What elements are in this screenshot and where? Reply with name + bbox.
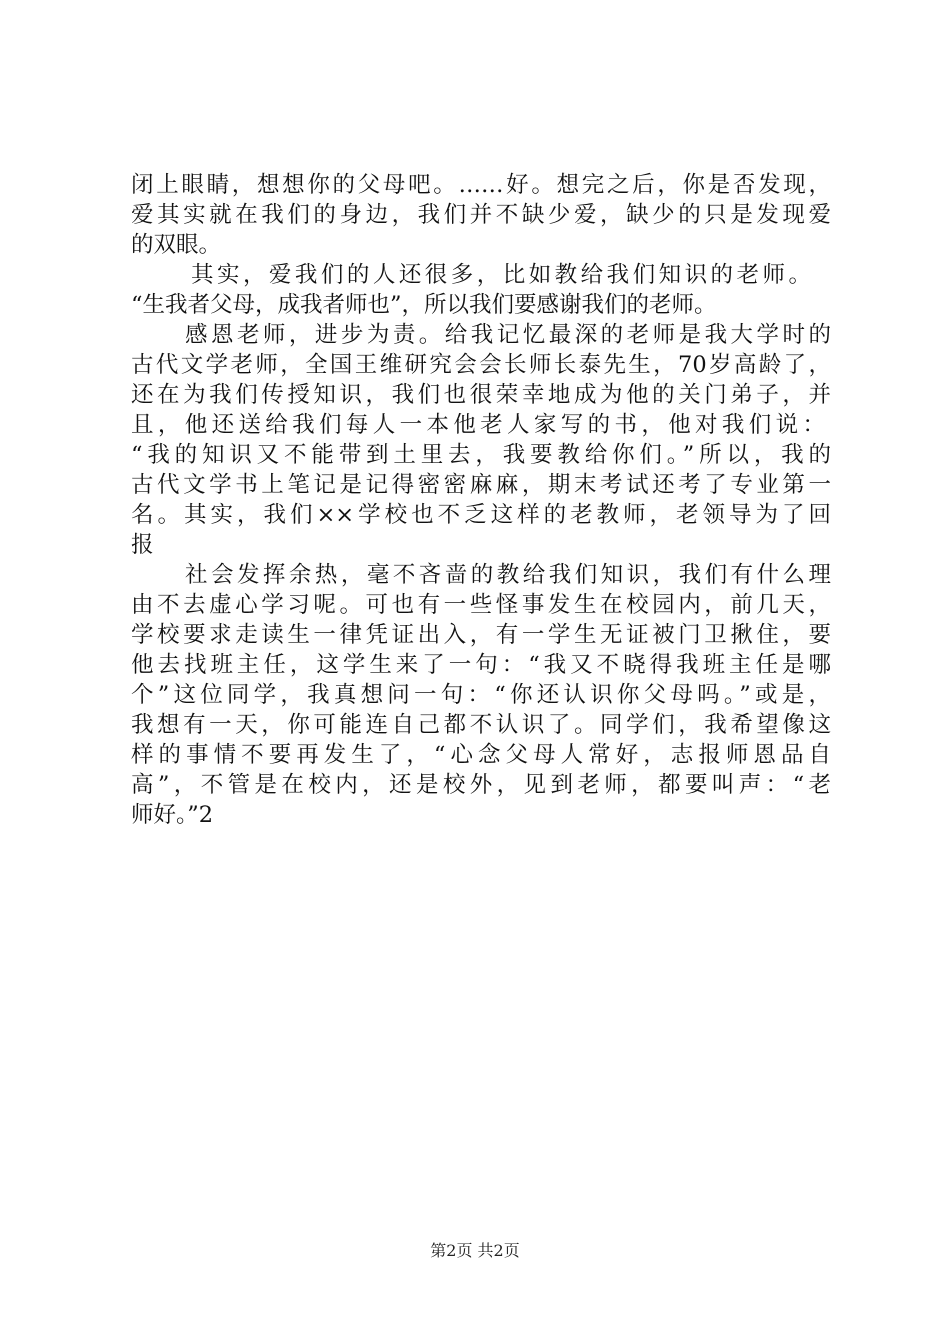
text-line: 古代文学书上笔记是记得密密麻麻，期末考试还考了专业第一 (131, 472, 831, 498)
text-line: 高”，不管是在校内，还是校外，见到老师，都要叫声：“老 (131, 772, 831, 798)
text-line: 其实，爱我们的人还很多，比如教给我们知识的老师。 (191, 262, 811, 288)
text-line: 师好。”2 (131, 802, 214, 828)
text-line: 感恩老师，进步为责。给我记忆最深的老师是我大学时的 (185, 322, 831, 348)
text-line: 报 (131, 532, 154, 558)
text-line: 他去找班主任，这学生来了一句：“我又不晓得我班主任是哪 (131, 652, 831, 678)
text-line: 爱其实就在我们的身边，我们并不缺少爱，缺少的只是发现爱 (131, 202, 831, 228)
body-text (131, 170, 831, 830)
text-line: 社会发挥余热，毫不吝啬的教给我们知识，我们有什么理 (185, 562, 831, 588)
text-line: 名。其实，我们××学校也不乏这样的老教师，老领导为了回 (131, 502, 831, 528)
text-line: “生我者父母，成我者师也”，所以我们要感谢我们的老师。 (131, 292, 717, 318)
text-line: 我想有一天，你可能连自己都不认识了。同学们，我希望像这 (131, 712, 831, 738)
text-line: 且，他还送给我们每人一本他老人家写的书，他对我们说： (131, 412, 825, 438)
text-line: 样的事情不要再发生了，“心念父母人常好，志报师恩品自 (131, 742, 831, 768)
text-line: 古代文学老师，全国王维研究会会长师长泰先生，70岁高龄了， (131, 352, 831, 378)
text-line: “我的知识又不能带到土里去，我要教给你们。”所以，我的 (131, 442, 831, 468)
text-line: 闭上眼睛，想想你的父母吧。……好。想完之后，你是否发现， (131, 172, 831, 198)
text-line: 由不去虚心学习呢。可也有一些怪事发生在校园内，前几天， (131, 592, 831, 618)
text-line: 学校要求走读生一律凭证出入，有一学生无证被门卫揪住，要 (131, 622, 831, 648)
text-line: 个”这位同学，我真想问一句：“你还认识你父母吗。”或是， (131, 682, 831, 708)
page-number-footer: 第2页 共2页 (430, 1241, 520, 1260)
text-line: 还在为我们传授知识，我们也很荣幸地成为他的关门弟子，并 (131, 382, 831, 408)
text-line: 的双眼。 (131, 232, 222, 258)
